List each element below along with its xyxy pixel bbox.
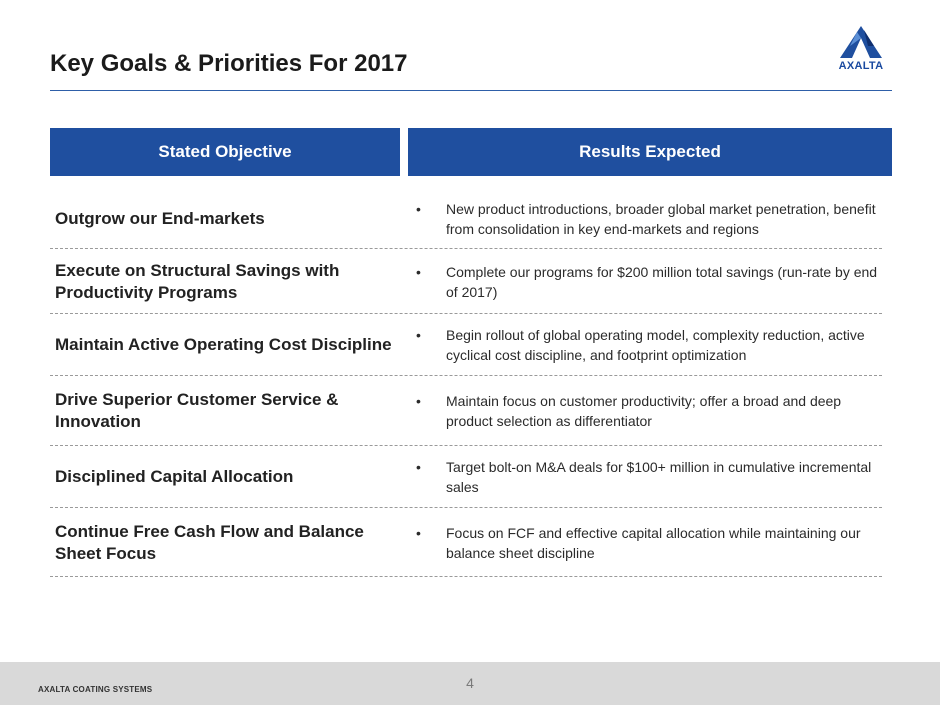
table-row xyxy=(50,188,882,249)
slide-title: Key Goals & Priorities For 2017 xyxy=(50,50,408,77)
table-row xyxy=(50,376,882,446)
slide-footer xyxy=(0,662,940,705)
bullet-icon: • xyxy=(416,524,421,541)
row-result xyxy=(416,446,882,508)
bullet-icon: • xyxy=(416,263,421,280)
row-result xyxy=(416,314,882,376)
row-result-text: Focus on FCF and effective capital allocation while maintaining our balance sheet discipline xyxy=(446,524,861,561)
row-objective: Drive Superior Customer Service & Innovation xyxy=(55,390,339,431)
header-stated-objective: Stated Objective xyxy=(50,128,400,176)
bullet-icon: • xyxy=(416,327,421,343)
row-result-text: New product introductions, broader global market penetration, benefit from consolidation in key end-markets and regions xyxy=(446,200,876,237)
bullet-icon: • xyxy=(416,200,421,217)
bullet-icon: • xyxy=(416,459,421,475)
axalta-logo-icon xyxy=(828,24,894,60)
footer-company-name: AXALTA COATING SYSTEMS xyxy=(38,685,153,694)
row-result xyxy=(416,376,882,446)
row-result-text: Complete our programs for $200 million total savings (run-rate by end of 2017) xyxy=(446,263,878,300)
table-row xyxy=(50,249,882,314)
row-result xyxy=(416,249,882,314)
row-result xyxy=(416,508,882,577)
axalta-logo xyxy=(828,24,894,76)
bullet-icon: • xyxy=(416,393,421,409)
row-result-text: Target bolt-on M&A deals for $100+ million in cumulative incremental sales xyxy=(446,459,872,495)
row-result-text: Maintain focus on customer productivity; offer a broad and deep product selection as differentiator xyxy=(446,393,842,429)
row-divider xyxy=(50,576,882,577)
logo-wordmark: AXALTA xyxy=(838,60,884,72)
page-number: 4 xyxy=(466,675,474,691)
header-results-expected: Results Expected xyxy=(408,128,892,176)
table-row xyxy=(50,508,882,577)
row-result xyxy=(416,188,882,249)
title-divider xyxy=(50,90,892,91)
row-objective: Continue Free Cash Flow and Balance Sheet Focus xyxy=(55,521,364,563)
table-row xyxy=(50,314,882,376)
row-objective: Outgrow our End-markets xyxy=(55,208,265,228)
row-objective: Execute on Structural Savings with Productivity Programs xyxy=(55,260,340,302)
table-row xyxy=(50,446,882,508)
row-objective: Maintain Active Operating Cost Discipline xyxy=(55,335,392,354)
row-result-text: Begin rollout of global operating model, complexity reduction, active cyclical cost discipline, and footprint optimization xyxy=(446,327,865,363)
row-objective: Disciplined Capital Allocation xyxy=(55,467,294,486)
